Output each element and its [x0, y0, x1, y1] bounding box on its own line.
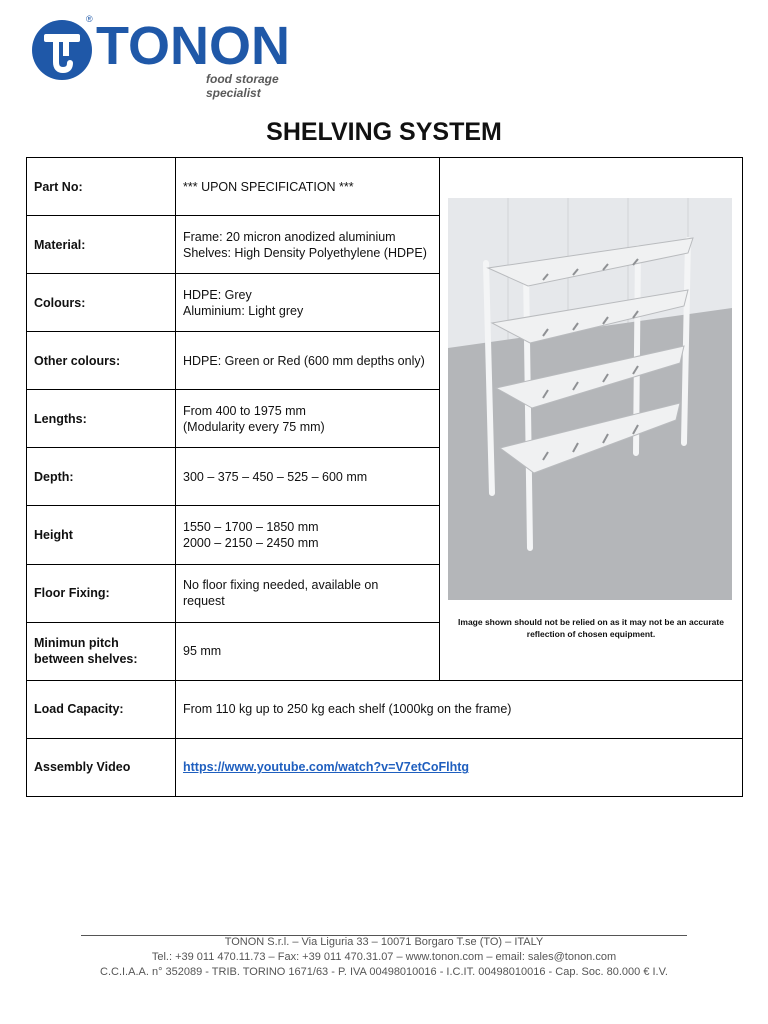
table-row — [27, 738, 743, 796]
lengths-line: From 400 to 1975 mm — [183, 403, 306, 418]
lengths-label: Lengths: — [27, 390, 176, 448]
material-value — [176, 216, 440, 274]
colours-line: Aluminium: Light grey — [183, 303, 304, 318]
brand-name: TONON — [96, 16, 291, 76]
assembly-video-value — [176, 738, 743, 796]
table-row — [27, 680, 743, 738]
registered-mark: ® — [86, 14, 93, 24]
height-line: 2000 – 2150 – 2450 mm — [183, 536, 319, 550]
other-colours-line: HDPE: Green or Red (600 mm depths only) — [183, 353, 425, 368]
footer-registration: C.C.I.A.A. n° 352089 - TRIB. TORINO 1671/63 - P. IVA 00498010016 - I.C.IT. 00498010016 - Cap. Soc. 80.000 € I.V. — [100, 966, 668, 978]
assembly-video-label: Assembly Video — [27, 738, 176, 796]
height-label: Height — [27, 506, 176, 564]
tonon-emblem-icon — [30, 18, 94, 82]
page-title: SHELVING SYSTEM — [266, 118, 502, 146]
table-row — [27, 158, 743, 216]
material-line: Frame: 20 micron anodized aluminium — [183, 229, 396, 244]
company-logo — [30, 14, 330, 100]
part-no-label: Part No: — [27, 158, 176, 216]
image-caption — [444, 616, 738, 640]
floor-fixing-line: request — [183, 594, 225, 609]
shelving-illustration — [448, 198, 732, 600]
pitch-label-line: between shelves: — [34, 652, 138, 667]
floor-fixing-line: No floor fixing needed, available on — [183, 578, 379, 593]
pitch-label-line: Minimun pitch — [34, 636, 119, 651]
caption-line: Image shown should not be relied on as it may not be an accurate — [458, 617, 724, 627]
floor-fixing-label: Floor Fixing: — [27, 564, 176, 622]
depth-line: 300 – 375 – 450 – 525 – 600 mm — [183, 469, 368, 484]
height-line: 1550 – 1700 – 1850 mm — [183, 520, 319, 534]
load-capacity-label: Load Capacity: — [27, 680, 176, 738]
photo-cell — [440, 158, 743, 681]
other-colours-label: Other colours: — [27, 332, 176, 390]
part-no-value — [176, 158, 440, 216]
footer-address: TONON S.r.l. – Via Liguria 33 – 10071 Borgaro T.se (TO) – ITALY — [224, 936, 544, 948]
depth-value — [176, 448, 440, 506]
lengths-line: (Modularity every 75 mm) — [183, 419, 325, 434]
shelving-photo — [448, 198, 732, 600]
height-value — [176, 506, 440, 564]
material-label: Material: — [27, 216, 176, 274]
material-line: Shelves: High Density Polyethylene (HDPE) — [183, 245, 427, 260]
spec-table — [26, 157, 743, 797]
other-colours-value — [176, 332, 440, 390]
assembly-video-link[interactable]: https://www.youtube.com/watch?v=V7etCoFlhtg — [183, 760, 470, 775]
colours-line: HDPE: Grey — [183, 287, 252, 302]
load-capacity-value — [176, 680, 743, 738]
caption-line: reflection of chosen equipment. — [526, 629, 656, 639]
pitch-value — [176, 622, 440, 680]
lengths-value — [176, 390, 440, 448]
pitch-line: 95 mm — [183, 644, 222, 659]
footer-contacts: Tel.: +39 011 470.11.73 – Fax: +39 011 470.31.07 – www.tonon.com – email: sales@tonon.com — [151, 951, 617, 963]
colours-value — [176, 274, 440, 332]
load-capacity-line: From 110 kg up to 250 kg each shelf (1000kg on the frame) — [183, 702, 512, 717]
pitch-label — [27, 622, 176, 680]
floor-fixing-value — [176, 564, 440, 622]
brand-tagline: food storage specialist — [206, 72, 279, 100]
depth-label: Depth: — [27, 448, 176, 506]
colours-label: Colours: — [27, 274, 176, 332]
part-no-line: *** UPON SPECIFICATION *** — [183, 179, 354, 194]
